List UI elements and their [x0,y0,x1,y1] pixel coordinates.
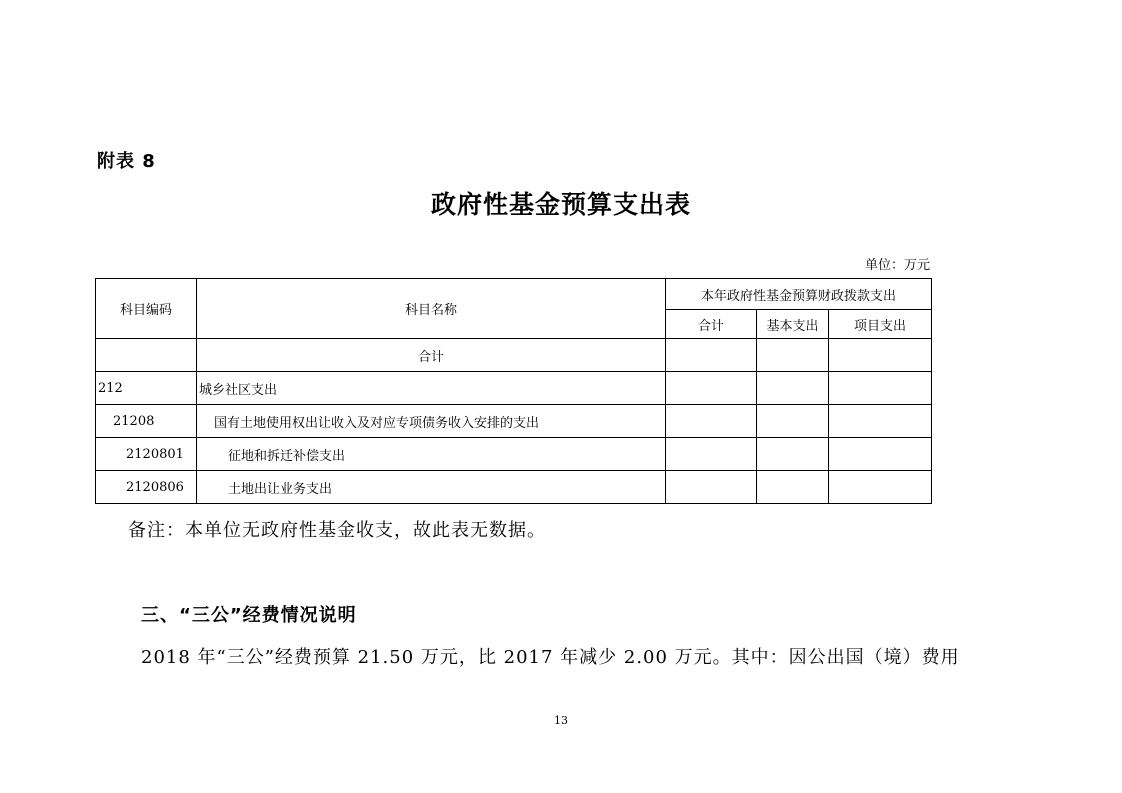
unit-label: 单位：万元 [864,258,930,273]
row-total [666,438,757,471]
row-code: 2120801 [96,438,197,471]
table-row [96,438,932,471]
row-code: 21208 [96,405,197,438]
table-header-row [96,279,932,310]
header-fund-group: 本年政府性基金预算财政拨款支出 [666,279,932,310]
row-project [829,438,932,471]
row-name: 国有土地使用权出让收入及对应专项债务收入安排的支出 [197,405,666,438]
row-total [666,471,757,504]
row-name: 征地和拆迁补偿支出 [197,438,666,471]
table-note: 备注：本单位无政府性基金收支，故此表无数据。 [128,520,546,541]
table-row [96,471,932,504]
budget-expenditure-table [95,278,932,504]
row-code: 2120806 [96,471,197,504]
row-name: 土地出让业务支出 [197,471,666,504]
page-number: 13 [554,714,568,727]
total-label-cell: 合计 [197,339,666,372]
row-total [666,405,757,438]
row-project [829,372,932,405]
row-basic [757,405,829,438]
row-total [666,372,757,405]
total-total-cell [666,339,757,372]
appendix-label: 附表 8 [97,151,156,172]
table-row [96,372,932,405]
header-total: 合计 [666,310,757,339]
header-project-expenditure: 项目支出 [829,310,932,339]
row-name: 城乡社区支出 [197,372,666,405]
row-project [829,471,932,504]
row-basic [757,372,829,405]
row-basic [757,438,829,471]
table-total-row [96,339,932,372]
row-code: 212 [96,372,197,405]
header-basic-expenditure: 基本支出 [757,310,829,339]
body-paragraph: 2018 年“三公”经费预算 21.50 万元，比 2017 年减少 2.00 万元。其中：因公出国（境）费用 [141,647,960,668]
total-project-cell [829,339,932,372]
document-title: 政府性基金预算支出表 [430,190,691,219]
row-project [829,405,932,438]
total-code-cell [96,339,197,372]
header-subject-name: 科目名称 [197,279,666,339]
header-subject-code: 科目编码 [96,279,197,339]
section-heading: 三、“三公”经费情况说明 [141,605,357,626]
total-basic-cell [757,339,829,372]
table-row [96,405,932,438]
row-basic [757,471,829,504]
